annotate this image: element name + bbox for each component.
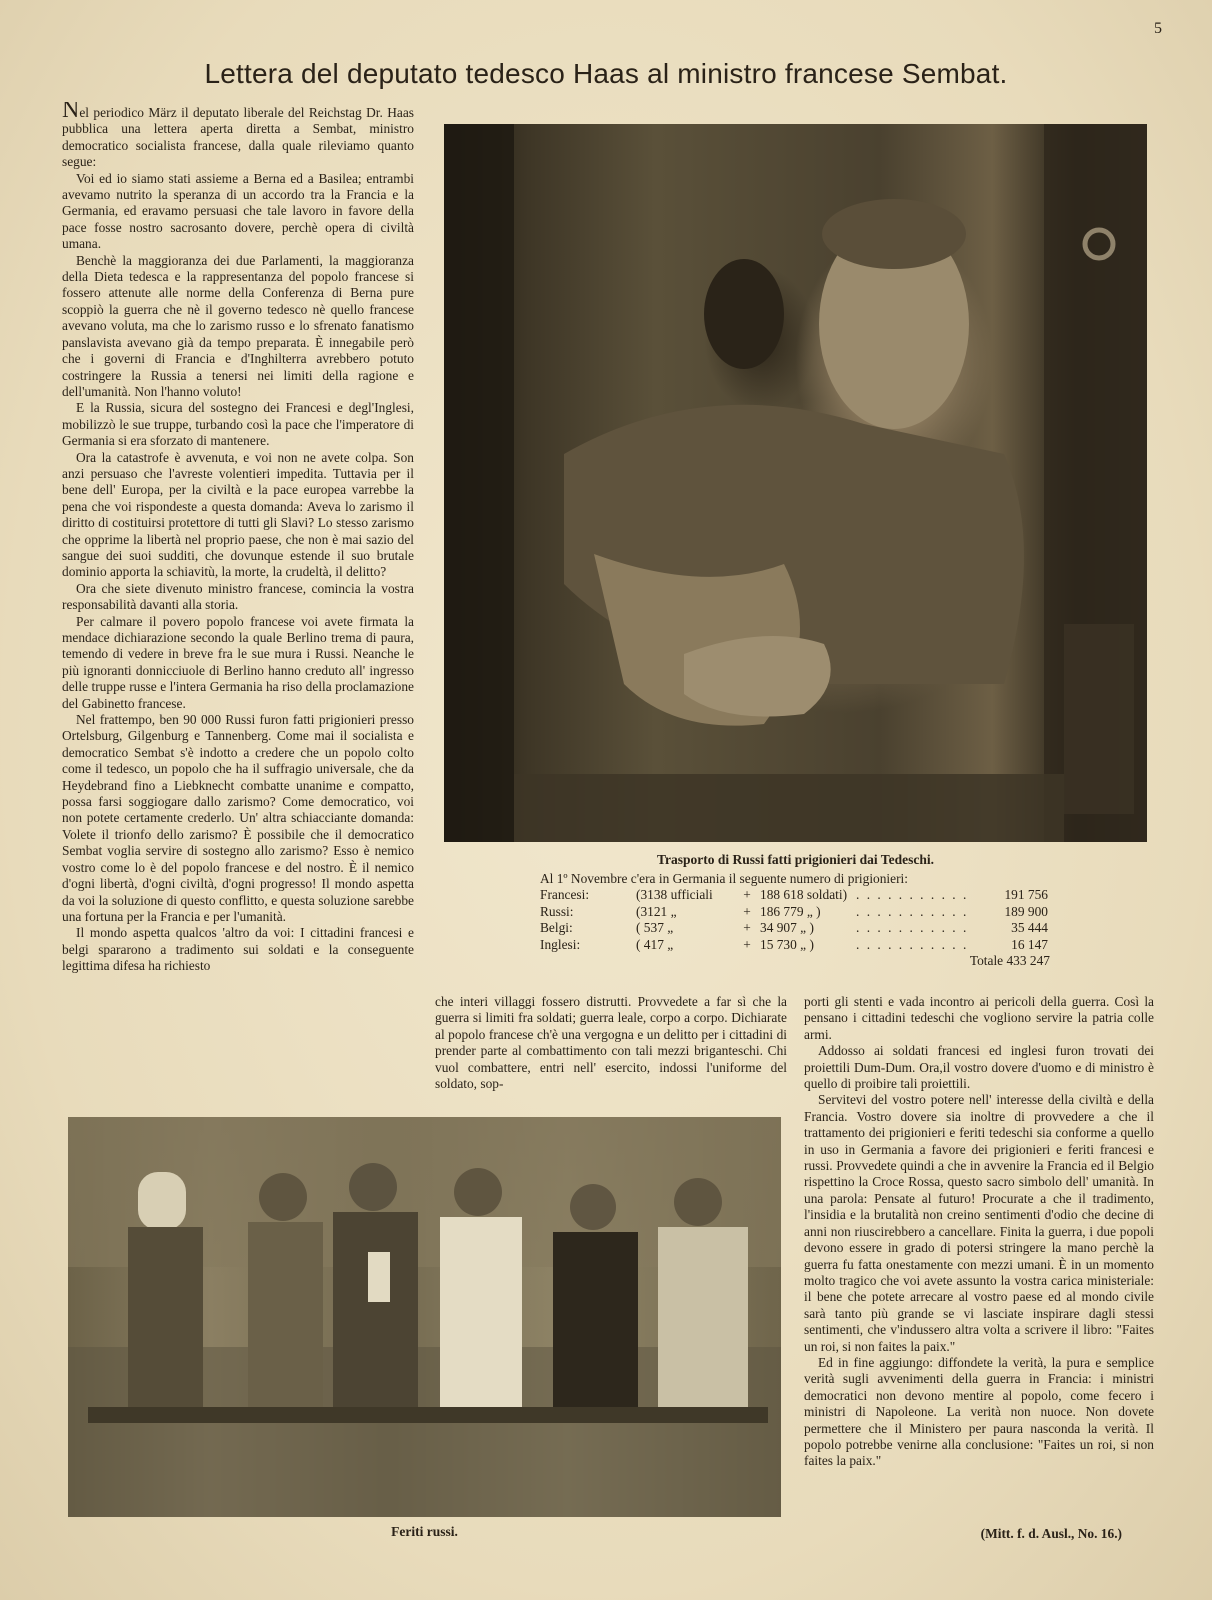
table-row xyxy=(540,904,1048,920)
country-cell: Francesi: xyxy=(540,887,590,903)
paragraph: Per calmare il povero popolo francese voi avete firmata la mendace dichiarazione secondo la quale Berlino trema di paura, temendo di vedere in breve fra le sue mura i Russi. Neanche le più ignoranti donnicciuole di Berlino hanno creduto all' ingresso delle truppe russe e l'intera Germania ha riso della proclamazione del Gabinetto francese. xyxy=(62,613,414,711)
total-cell: 191 756 xyxy=(1004,887,1048,903)
drop-cap: N xyxy=(62,102,80,123)
country-cell: Belgi: xyxy=(540,920,573,936)
country-cell: Inglesi: xyxy=(540,936,581,952)
stats-table xyxy=(540,887,1048,953)
paragraph-text: el periodico März il deputato liberale del Reichstag Dr. Haas pubblica una lettera aperta diretta a Sembat, ministro democratico socialista francese, dalla quale rileviamo quanto segue: xyxy=(62,105,414,170)
photo-russian-prisoners-transport xyxy=(444,124,1147,842)
photo-caption: Trasporto di Russi fatti prigionieri dai Tedeschi. xyxy=(657,852,934,867)
leader-dots: . . . . . . . . . . . xyxy=(856,920,969,936)
photo-illustration xyxy=(68,1117,781,1517)
soldiers-cell: 15 730 „ ) xyxy=(760,936,814,952)
stats-intro: Al 1º Novembre c'era in Germania il seguente numero di prigionieri: xyxy=(540,871,908,886)
soldiers-cell: 188 618 soldati) xyxy=(760,887,848,903)
photo-wounded-russians xyxy=(68,1117,781,1517)
plus-cell: + xyxy=(743,903,751,919)
paragraph: Servitevi del vostro potere nell' interesse della civiltà e della Francia. Vostro dovere sia inoltre di provvedere a che il trattamento dei prigionieri e feriti tedeschi sia conforme a quello in uso in Germania a favore dei prigionieri e feriti francesi e russi. Provvedete quindi a che in avvenire la Francia ed il Belgio rispettino la Croce Rossa, questo sacro simbolo dell' umanità. In una parola: Pensate al futuro! Procurate a che il tradimento, l'insidia e la brutalità non creino sentimenti d'odio che decine di anni non riuscirebbero a cancellare. Finita la guerra, i due popoli devono essere in grado di potersi stringere la mano perchè la guerra fu fatta onestamente con mezzi umani. È in un momento molto tragico che voi avete assunto la vostra carica ministeriale: il bene che potete arrecare al vostro paese ed al mondo civile sarà tanto più grande se vi lasciate inspirare dagli stessi sentimenti, che v'indussero altra volta a scrivere il libro: "Faites un roi, si non faites la paix." xyxy=(804,1092,1154,1354)
table-row xyxy=(540,920,1048,936)
total-cell: 16 147 xyxy=(1011,936,1048,952)
paragraph: Ora la catastrofe è avvenuta, e voi non ne avete colpa. Son anzi persuaso che l'avreste volentieri impedita. Tuttavia per il bene dell' Europa, per la civiltà e la pace europea varrebbe la pena che voi rispondeste a questa domanda: Aveva lo zarismo il diritto di costituirsi protettore di tutti gli Slavi? Lo stesso zarismo che opprime la libertà nel proprio paese, che non è mai sazio del sangue dei suoi sudditi, che dovunque estende il suo brutale dominio apporta la schiavitù, la morte, la crudeltà, il delitto? xyxy=(62,449,414,580)
table-row xyxy=(540,937,1048,953)
page-number: 5 xyxy=(1154,20,1162,37)
total-cell: 35 444 xyxy=(1011,920,1048,936)
paragraph: che interi villaggi fossero distrutti. Provvedete a far sì che la guerra si limiti fra soldati; guerra leale, corpo a corpo. Dichiarate al popolo francese ch'è una vergogna e un delitto per i cittadini di prender parte al combattimento con tali mezzi briganteschi. Chi vuol combattere, entri nell' esercito, indossi l'uniforme del soldato, sop- xyxy=(435,994,787,1092)
officers-cell: (3121 „ xyxy=(636,903,677,919)
paragraph: Nel frattempo, ben 90 000 Russi furon fatti prigionieri presso Ortelsburg, Gilgenburg e Tannenberg. Come mai il socialista e democratico Sembat s'è indotto a credere che un popolo colto come il tedesco, un popolo che ha il suffragio universale, che da Heydebrand fino a Liebknecht combatte unanime e compatto, possa farsi soggiogare dallo zarismo? Come democratico, voi non potete certamente crederlo. Un' altra schiacciante domanda: Volete il trionfo dello zarismo? È possibile che il democratico Sembat voglia servire di sostegno allo zarismo? Esso è nemico vostro come lo è del popolo francese e del nostro. È il nemico d'ogni libertà, d'ogni civiltà, d'ogni progresso! Il mondo aspetta da voi la soluzione di questo conflitto, e questa soluzione sarebbe una fortuna per la Francia e per l'umanità. xyxy=(62,712,414,924)
article-column-1 xyxy=(62,102,414,1087)
soldiers-cell: 186 779 „ ) xyxy=(760,903,821,919)
source-citation: (Mitt. f. d. Ausl., No. 16.) xyxy=(980,1526,1122,1541)
prisoner-statistics xyxy=(540,871,1060,969)
leader-dots: . . . . . . . . . . . xyxy=(856,887,969,903)
table-row xyxy=(540,887,1048,903)
stats-grand-total: Totale 433 247 xyxy=(969,953,1050,969)
plus-cell: + xyxy=(743,920,751,936)
paragraph: E la Russia, sicura del sostegno dei Francesi e degl'Inglesi, mobilizzò le sue truppe, turbando così la pace che l'imperatore di Germania si era sforzato di mantenere. xyxy=(62,400,414,449)
total-cell: 189 900 xyxy=(1004,903,1048,919)
paragraph: Benchè la maggioranza dei due Parlamenti, la maggioranza della Dieta tedesca e la rappresentanza del popolo francese si fossero attenute alle norme della Conferenza di Berna pure scoppiò la guerra che nè il governo tedesco nè quello francese avevano voluta, ma che lo zarismo russo e lo sfrenato fanatismo panslavista avevano già da tempo preparata. È innegabile però che i governi di Francia e d'Inghilterra avrebbero potuto costringere la Russia a tenersi nei limiti della ragione e dell'umanità. Non l'hanno voluto! xyxy=(62,252,414,399)
article-title: Lettera del deputato tedesco Haas al ministro francese Sembat. xyxy=(204,58,1008,89)
article-column-2 xyxy=(435,994,787,1104)
paragraph: Ed in fine aggiungo: diffondete la verità, la pura e semplice verità sugli avvenimenti della guerra in Francia: i ministri democratici non devono mentire al popolo, come fecero i ministri di Napoleone. La verità non nuoce. Non dovete permettere che il Ministero per paura nasconda la verità. Il popolo potrebbe venirne alla conclusione: "Faites un roi, si non faites la paix." xyxy=(804,1354,1154,1469)
soldiers-cell: 34 907 „ ) xyxy=(760,920,814,936)
article-column-3 xyxy=(804,994,1154,1514)
officers-cell: (3138 ufficiali xyxy=(636,887,713,903)
paragraph: Il mondo aspetta qualcos 'altro da voi: I cittadini francesi e belgi spararono a tradimento sui soldati e la conseguente legittima difesa ha richiesto xyxy=(62,925,414,974)
officers-cell: ( 417 „ xyxy=(636,936,674,952)
country-cell: Russi: xyxy=(540,903,574,919)
plus-cell: + xyxy=(743,887,751,903)
paragraph: Voi ed io siamo stati assieme a Berna ed a Basilea; entrambi avevamo nutrito la speranza di un accordo tra la Francia e la Germania, ed eravamo persuasi che tale lavoro in favore della pace fosse nostro sacrosanto dovere, perchè opera di civiltà umana. xyxy=(62,170,414,252)
plus-cell: + xyxy=(743,936,751,952)
photo-illustration xyxy=(444,124,1147,842)
leader-dots: . . . . . . . . . . . xyxy=(856,936,969,952)
leader-dots: . . . . . . . . . . . xyxy=(856,903,969,919)
paragraph xyxy=(62,102,414,171)
paragraph: Ora che siete divenuto ministro francese, comincia la vostra responsabilità davanti alla storia. xyxy=(62,580,414,613)
paragraph: Addosso ai soldati francesi ed inglesi furon trovati dei proiettili Dum-Dum. Ora,il vostro dovere d'uomo e di ministro è quello di proibire tali proiettili. xyxy=(804,1043,1154,1092)
photo-caption: Feriti russi. xyxy=(391,1524,458,1539)
officers-cell: ( 537 „ xyxy=(636,920,674,936)
paragraph: porti gli stenti e vada incontro ai pericoli della guerra. Così la pensano i cittadini tedeschi che vogliono servire la patria colle armi. xyxy=(804,994,1154,1042)
